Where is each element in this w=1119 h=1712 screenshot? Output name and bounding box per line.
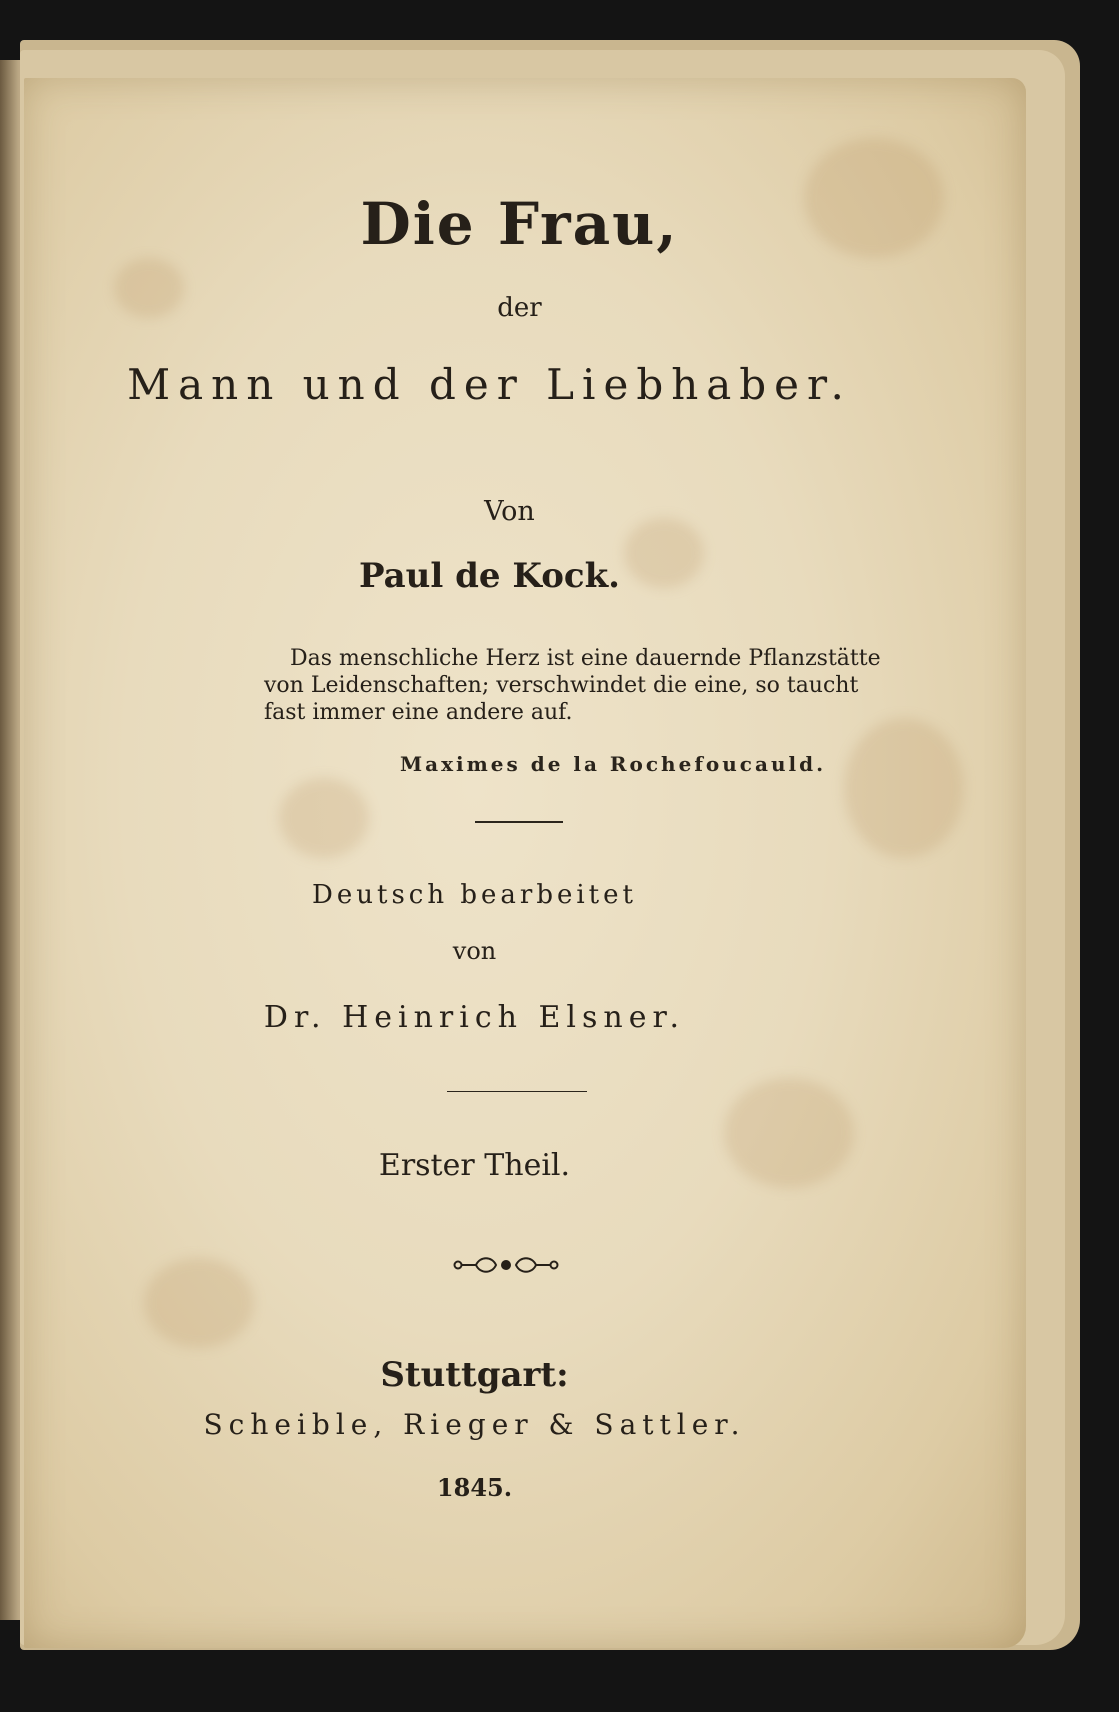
book-title: Die Frau, xyxy=(360,190,679,258)
by-label: Von xyxy=(484,496,535,527)
imprint-year: 1845. xyxy=(436,1473,513,1502)
foxing-stain xyxy=(144,1258,254,1348)
translation-note: Deutsch bearbeitet xyxy=(312,880,637,910)
translator-by-label: von xyxy=(452,937,497,965)
imprint-city: Stuttgart: xyxy=(380,1355,569,1395)
title-connector: der xyxy=(497,293,542,323)
book-subtitle: Mann und der Liebhaber. xyxy=(127,360,852,409)
epigraph-line: Das menschliche Herz ist eine dauernde Pflanzstätte xyxy=(290,646,881,671)
translator-name: Dr. Heinrich Elsner. xyxy=(263,1000,686,1035)
foxing-stain xyxy=(844,718,964,858)
epigraph-line: von Leidenschaften; verschwindet die eine, so taucht xyxy=(264,673,859,698)
imprint-publisher: Scheible, Rieger & Sattler. xyxy=(203,1408,746,1441)
divider-rule xyxy=(475,821,563,823)
epigraph-attribution: Maximes de la Rochefoucauld. xyxy=(400,752,827,776)
divider-rule xyxy=(447,1091,587,1092)
volume-label: Erster Theil. xyxy=(378,1148,571,1183)
foxing-stain xyxy=(279,778,369,858)
ornament-icon xyxy=(452,1254,560,1276)
author-name: Paul de Kock. xyxy=(359,556,620,596)
epigraph-line: fast immer eine andere auf. xyxy=(264,700,573,725)
